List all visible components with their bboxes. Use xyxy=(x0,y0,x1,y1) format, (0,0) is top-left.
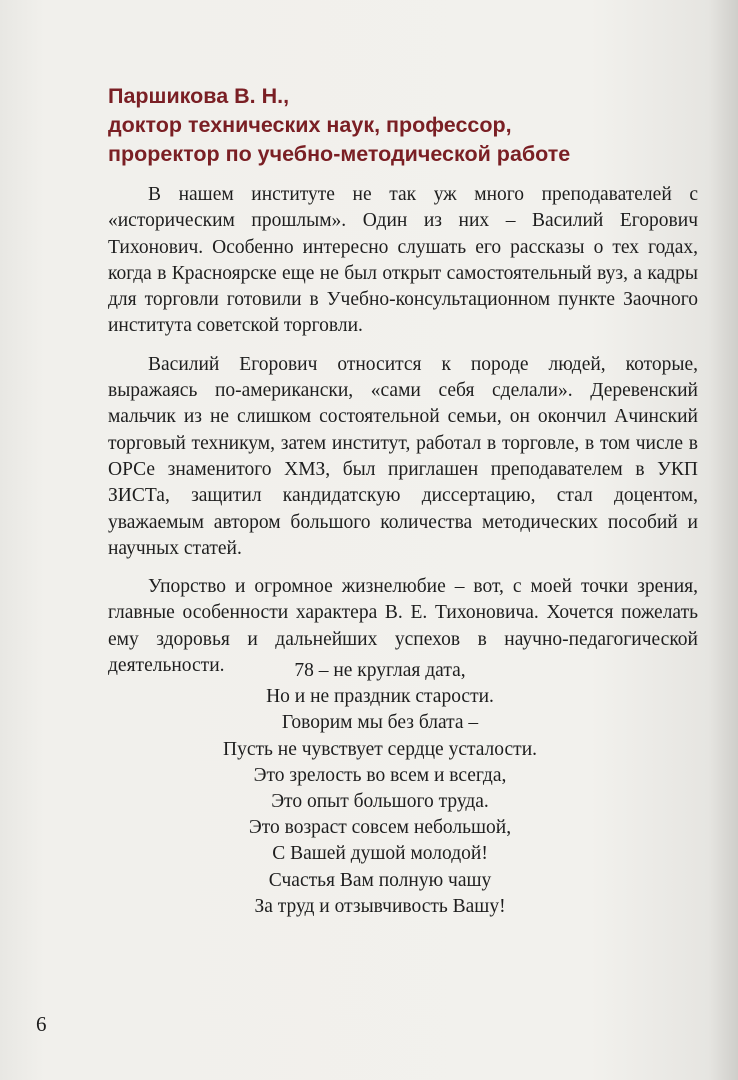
poem-line: С Вашей душой молодой! xyxy=(272,843,488,865)
page-number: 6 xyxy=(36,1012,47,1036)
author-degree: доктор технических наук, профессор, xyxy=(108,113,512,137)
poem-line: 78 – не круглая дата, xyxy=(294,660,466,681)
paragraph: Упорство и огромное жизнелюбие – вот, с моей точки зрения, главные особенности характера В. Е. Тихоновича. Хочется пожелать ему здоровья и дальнейших успехов в научно-педагогической деятельности. xyxy=(108,576,698,677)
poem-line: Это опыт большого труда. xyxy=(271,791,489,813)
poem-line: Это возраст совсем небольшой, xyxy=(248,817,512,839)
author-name: Паршикова В. Н., xyxy=(108,84,290,108)
poem-line: Счастья Вам полную чашу xyxy=(268,869,492,891)
poem-line: Но и не праздник старости. xyxy=(266,686,494,708)
author-position: проректор по учебно-методической работе xyxy=(108,142,571,166)
poem-line: Пусть не чувствует сердце усталости. xyxy=(222,738,538,760)
body-text xyxy=(108,182,698,691)
poem-line: Говорим мы без блата – xyxy=(281,712,479,734)
paragraph: В нашем институте не так уж много преподавателей с «историческим прошлым». Один из них – Василий Егорович Тихонович. Особенно интересно слушать его рассказы о тех годах, когда в Красноярске еще не был открыт самостоятельный вуз, а кадры для торговли готовили в Учебно-консультационном пункте Заочного института советской торговли. xyxy=(108,184,698,337)
author-heading xyxy=(108,82,668,169)
paragraph: Василий Егорович относится к породе людей, которые, выражаясь по-американски, «сами себя сделали». Деревенский мальчик из не слишком состоятельной семьи, он окончил Ачинский торговый техникум, затем институт, работал в торговле, в том числе в ОРСе знаменитого ХМЗ, был приглашен преподавателем в УКП ЗИСТа, защитил кандидатскую диссертацию, стал доцентом, уважаемым автором большого количества методических пособий и научных статей. xyxy=(108,353,698,559)
poem xyxy=(170,658,590,920)
poem-line: За труд и отзывчивость Вашу! xyxy=(254,895,506,917)
poem-line: Это зрелость во всем и всегда, xyxy=(253,764,507,786)
